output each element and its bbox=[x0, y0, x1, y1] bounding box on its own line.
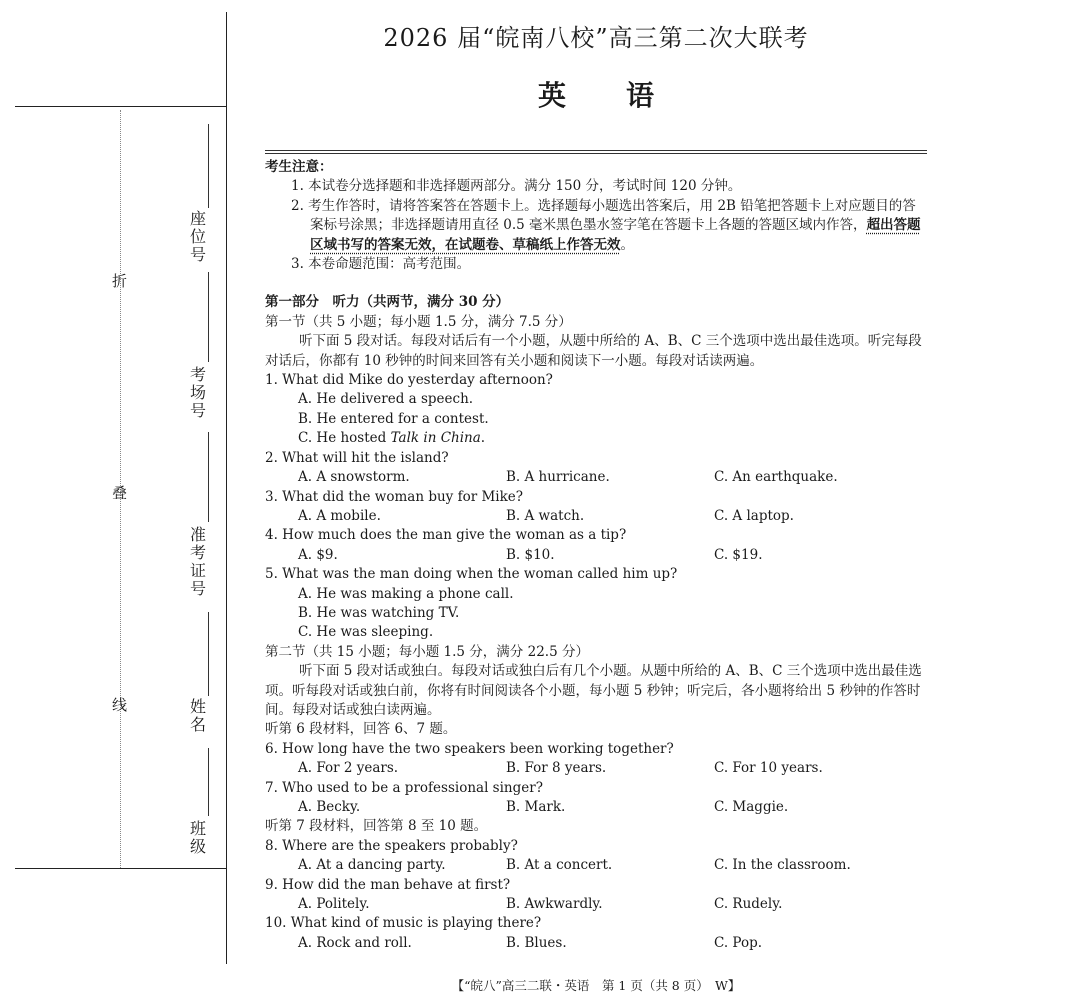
material-7-note: 听第 7 段材料，回答第 8 至 10 题。 bbox=[265, 818, 488, 835]
question-7-option-a: A. Becky. bbox=[298, 799, 361, 815]
question-5-option-a: A. He was making a phone call. bbox=[298, 585, 514, 602]
question-8-option-c: C. In the classroom. bbox=[714, 857, 851, 874]
page-footer: 【“皖八”高三二联・英语 第 1 页（共 8 页） W】 bbox=[451, 978, 741, 993]
seat-number-line[interactable] bbox=[208, 124, 209, 208]
question-2-stem: 2. What will hit the island? bbox=[265, 449, 449, 466]
question-6-option-c: C. For 10 years. bbox=[714, 760, 823, 777]
exam-title: 2026 届“皖南八校”高三第二次大联考 bbox=[383, 24, 809, 52]
seat-number-label: 座 位 号 bbox=[189, 209, 206, 264]
question-4-options bbox=[265, 546, 927, 565]
binding-margin bbox=[0, 0, 230, 1006]
question-5-option-c: C. He was sleeping. bbox=[298, 624, 434, 641]
question-4-option-b: B. $10. bbox=[506, 546, 555, 563]
question-3-options bbox=[265, 507, 927, 526]
question-10-stem: 10. What kind of music is playing there? bbox=[265, 915, 542, 932]
name-label: 姓 名 bbox=[189, 697, 206, 734]
margin-border bbox=[226, 12, 227, 964]
class-label: 班 级 bbox=[189, 819, 206, 856]
question-7-option-b: B. Mark. bbox=[506, 799, 566, 815]
question-1-option-b: B. He entered for a contest. bbox=[298, 410, 489, 427]
margin-bottom-divider bbox=[15, 868, 227, 869]
question-4-stem: 4. How much does the man give the woman as a tip? bbox=[265, 527, 627, 544]
question-9-option-c: C. Rudely. bbox=[714, 896, 783, 913]
question-8-option-b: B. At a concert. bbox=[506, 857, 613, 874]
exam-room-label: 考 场 号 bbox=[189, 365, 206, 420]
question-9-stem: 9. How did the man behave at first? bbox=[265, 876, 511, 893]
margin-top-divider bbox=[15, 106, 227, 107]
question-5-option-b: B. He was watching TV. bbox=[298, 604, 460, 621]
section1-instructions: 听下面 5 段对话。每段对话后有一个小题，从题中所给的 A、B、C 三个选项中选出最佳选项。听完每段对话后，你都有 10 秒钟的时间来回答有关小题和阅读下一小题。每段对话读两遍。 bbox=[265, 333, 922, 369]
question-8-stem: 8. Where are the speakers probably? bbox=[265, 837, 518, 854]
question-1-option-c-end: . bbox=[480, 430, 486, 447]
question-1-stem: 1. What did Mike do yesterday afternoon? bbox=[265, 372, 553, 389]
question-2-options bbox=[265, 468, 927, 487]
material-6-note: 听第 6 段材料，回答 6、7 题。 bbox=[265, 721, 457, 738]
question-7-options bbox=[265, 798, 927, 817]
section1-heading: 第一节（共 5 小题；每小题 1.5 分，满分 7.5 分） bbox=[265, 313, 572, 330]
question-5-stem: 5. What was the man doing when the woman called him up? bbox=[265, 566, 678, 583]
fold-char-3: 线 bbox=[112, 696, 128, 714]
question-4-option-a: A. $9. bbox=[298, 546, 338, 563]
header-rule bbox=[265, 150, 927, 154]
subject-title: 英语 bbox=[537, 79, 714, 112]
question-2-option-c: C. An earthquake. bbox=[714, 469, 838, 486]
question-1-option-c-text: C. He hosted bbox=[298, 430, 391, 447]
question-3-option-b: B. A watch. bbox=[506, 507, 585, 524]
class-line[interactable] bbox=[208, 748, 209, 816]
question-3-stem: 3. What did the woman buy for Mike? bbox=[265, 488, 523, 505]
notice-item-2-emphasis: 超出答题区域书写的答案无效，在试题卷、草稿纸上作答无效 bbox=[310, 217, 921, 253]
question-8-option-a: A. At a dancing party. bbox=[298, 857, 446, 874]
question-9-option-b: B. Awkwardly. bbox=[506, 896, 603, 913]
question-10-option-c: C. Pop. bbox=[714, 934, 763, 951]
question-10-options bbox=[265, 934, 927, 953]
question-3-option-a: A. A mobile. bbox=[298, 507, 381, 524]
fold-char-2: 叠 bbox=[112, 484, 128, 502]
exam-room-line[interactable] bbox=[208, 272, 209, 362]
section2-instructions: 听下面 5 段对话或独白。每段对话或独白后有几个小题。从题中所给的 A、B、C 三个选项中选出最佳选项。听每段对话或独白前，你将有时间阅读各个小题，每小题 5 秒钟；听完后，各小题将给出 5 秒钟的作答时间。每段对话或独白读两遍。 bbox=[265, 663, 922, 718]
question-2-option-a: A. A snowstorm. bbox=[298, 469, 410, 486]
question-1-option-c-title: Talk in China bbox=[390, 430, 481, 447]
part1-heading: 第一部分 听力（共两节，满分 30 分） bbox=[265, 294, 510, 311]
admission-number-label: 准 考 证 号 bbox=[189, 525, 206, 598]
question-1-option-c bbox=[265, 429, 927, 448]
question-7-stem: 7. Who used to be a professional singer? bbox=[265, 779, 543, 796]
exam-content bbox=[265, 158, 927, 953]
notice-item-2-text: 2. 考生作答时，请将答案答在答题卡上。选择题每小题选出答案后，用 2B 铅笔把答题卡上对应题目的答案标号涂黑；非选择题请用直径 0.5 毫米黑色墨水签字笔在答题卡上各题的答题区域内作答， bbox=[291, 197, 916, 234]
question-4-option-c: C. $19. bbox=[714, 546, 763, 563]
notice-item-1: 1. 本试卷分选择题和非选择题两部分。满分 150 分，考试时间 120 分钟。 bbox=[291, 178, 742, 195]
question-9-options bbox=[265, 895, 927, 914]
notice-item-2-end: 。 bbox=[620, 236, 634, 253]
fold-char-1: 折 bbox=[112, 272, 128, 290]
section2-heading: 第二节（共 15 小题；每小题 1.5 分，满分 22.5 分） bbox=[265, 643, 589, 660]
question-3-option-c: C. A laptop. bbox=[714, 507, 794, 524]
question-6-option-a: A. For 2 years. bbox=[298, 760, 399, 777]
admission-number-line[interactable] bbox=[208, 432, 209, 522]
question-8-options bbox=[265, 856, 927, 875]
question-1-option-a: A. He delivered a speech. bbox=[298, 391, 474, 408]
question-6-stem: 6. How long have the two speakers been working together? bbox=[265, 740, 674, 757]
notice-item-3: 3. 本卷命题范围：高考范围。 bbox=[291, 256, 471, 273]
notice-item-2 bbox=[265, 197, 927, 255]
question-7-option-c: C. Maggie. bbox=[714, 799, 789, 815]
question-6-option-b: B. For 8 years. bbox=[506, 760, 607, 777]
name-line[interactable] bbox=[208, 612, 209, 696]
question-10-option-a: A. Rock and roll. bbox=[298, 934, 412, 951]
question-2-option-b: B. A hurricane. bbox=[506, 469, 610, 486]
question-6-options bbox=[265, 759, 927, 778]
question-10-option-b: B. Blues. bbox=[506, 934, 567, 951]
notice-heading: 考生注意： bbox=[265, 159, 333, 175]
question-9-option-a: A. Politely. bbox=[298, 896, 370, 913]
